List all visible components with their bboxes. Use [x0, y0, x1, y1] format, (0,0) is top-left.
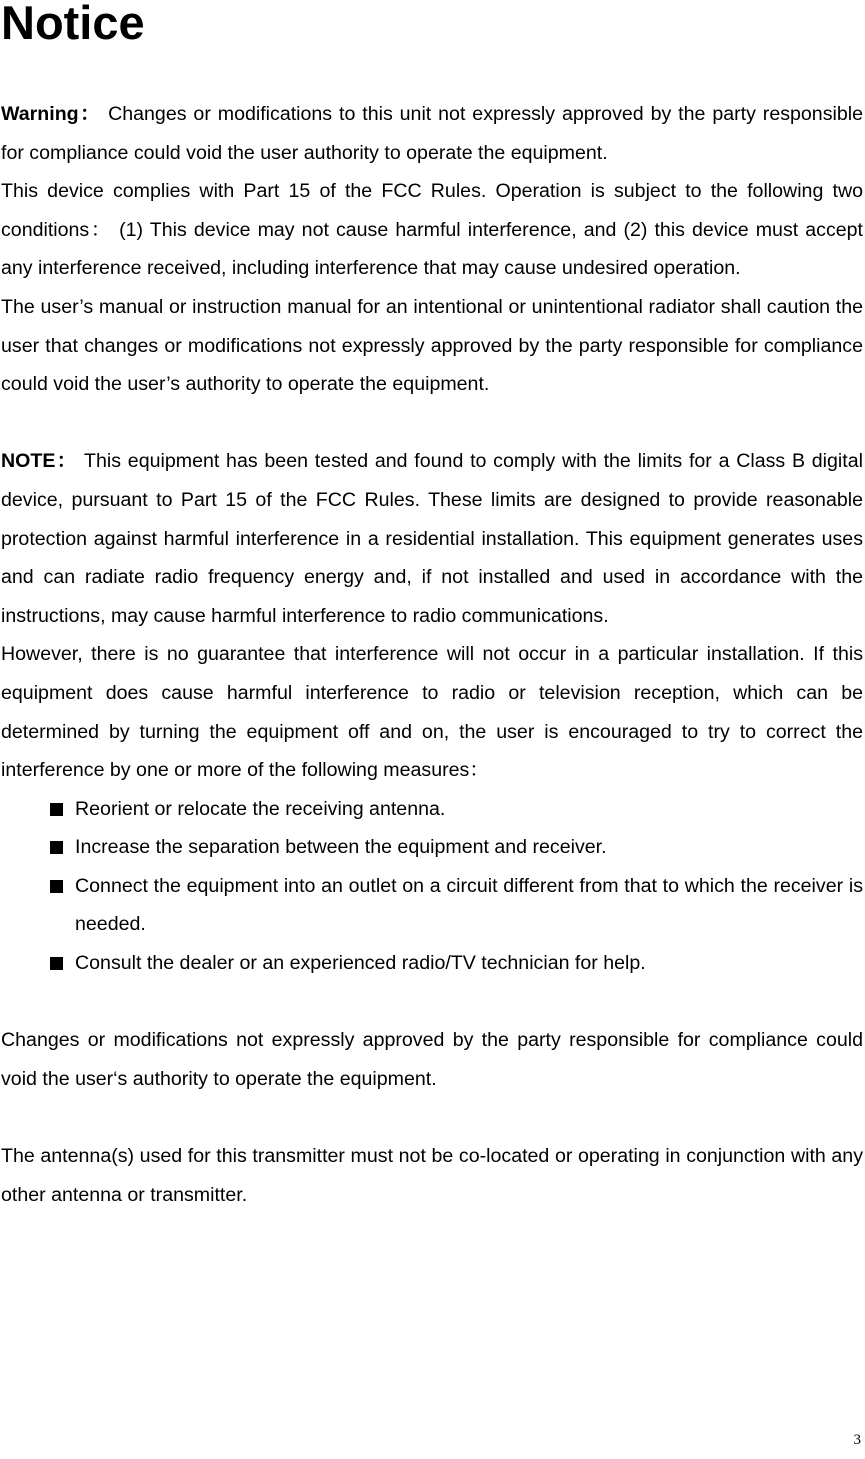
- page-number: 3: [853, 1432, 861, 1448]
- paragraph-spacer: [1, 983, 863, 1022]
- list-item-text: Consult the dealer or an experienced radio/TV technician for help.: [75, 952, 646, 975]
- list-item-text: Reorient or relocate the receiving antenna.: [75, 797, 446, 820]
- list-item: [50, 790, 863, 829]
- note-text: This equipment has been tested and found to comply with the limits for a Class B digital device, pursuant to Part 15 of the FCC Rules. These limits are designed to provide reasonable protection against harmful interference in a residential installation. This equipment generates uses and can radiate radio frequency energy and, if not installed and used in accordance with the instructions, may cause harmful interference to radio communications.: [1, 450, 863, 627]
- list-item: [50, 828, 863, 867]
- warning-text: Changes or modifications to this unit not expressly approved by the party responsible for compliance could void the user authority to operate the equipment.: [1, 103, 864, 164]
- note-paragraph: [1, 442, 863, 635]
- paragraph-spacer: [1, 1098, 863, 1137]
- list-item: [50, 944, 863, 983]
- paragraph-spacer: [1, 404, 863, 443]
- fcc-compliance-paragraph: This device complies with Part 15 of the FCC Rules. Operation is subject to the following two conditions： (1) This device may not cause harmful interference, and (2) this device must accept any interference received, including interference that may cause undesired operation.: [1, 180, 863, 280]
- warning-label: Warning：: [1, 103, 102, 125]
- square-bullet-icon: [50, 957, 63, 970]
- manual-caution-paragraph: The user’s manual or instruction manual for an intentional or unintentional radiator shall caution the user that changes or modifications not expressly approved by the party responsible for compliance could void the user’s authority to operate the equipment.: [1, 295, 863, 396]
- warning-paragraph: [1, 95, 863, 172]
- page-title: Notice: [1, 0, 145, 49]
- list-item-text: Connect the equipment into an outlet on a circuit different from that to which the receiver is needed.: [75, 874, 863, 936]
- changes-statement: Changes or modifications not expressly approved by the party responsible for compliance could void the user‘s authority to operate the equipment.: [1, 1029, 863, 1090]
- measures-list: [1, 790, 863, 983]
- antenna-statement: The antenna(s) used for this transmitter must not be co-located or operating in conjunction with any other antenna or transmitter.: [1, 1145, 863, 1206]
- square-bullet-icon: [50, 803, 63, 816]
- list-item-text: Increase the separation between the equipment and receiver.: [75, 836, 607, 859]
- square-bullet-icon: [50, 841, 63, 854]
- note-label: NOTE：: [1, 450, 78, 473]
- list-item: [50, 867, 863, 944]
- square-bullet-icon: [50, 880, 63, 893]
- however-paragraph: However, there is no guarantee that interference will not occur in a particular installation. If this equipment does cause harmful interference to radio or television reception, which can be determined by turning the equipment off and on, the user is encouraged to try to correct the interference by one or more of the following measures：: [1, 643, 863, 782]
- notice-body: [1, 95, 863, 1214]
